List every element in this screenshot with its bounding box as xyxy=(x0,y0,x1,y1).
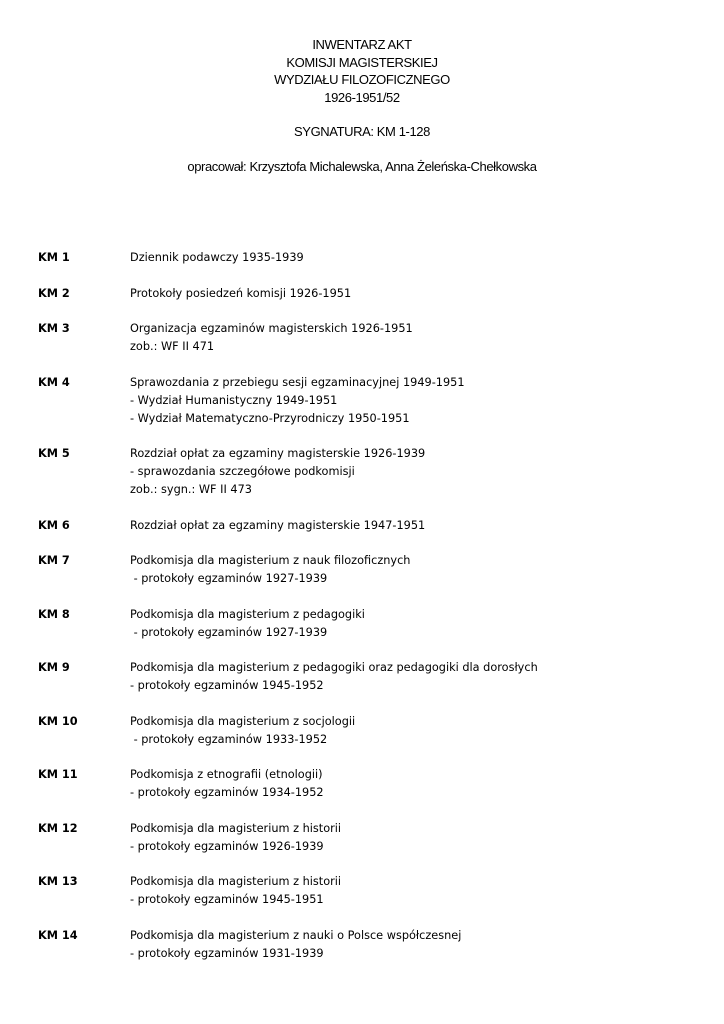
entry-description xyxy=(130,606,698,642)
entry-description-line: Podkomisja dla magisterium z pedagogiki xyxy=(130,607,365,621)
entry-description xyxy=(130,713,698,749)
entry-description-line: zob.: WF II 471 xyxy=(130,340,215,353)
entry-description-line: - protokoły egzaminów 1927-1939 xyxy=(130,625,328,639)
inventory-entry xyxy=(38,820,698,856)
inventory-entry xyxy=(38,713,698,749)
entry-description xyxy=(130,374,698,428)
entry-description xyxy=(130,445,698,499)
entry-signature: KM 8 xyxy=(38,607,70,621)
inventory-entry xyxy=(38,249,698,267)
entry-description-line: - sprawozdania szczegółowe podkomisji xyxy=(130,465,355,478)
inventory-entry xyxy=(38,320,698,356)
entry-description-line: - protokoły egzaminów 1931-1939 xyxy=(130,946,324,960)
entry-description-line: Protokoły posiedzeń komisji 1926-1951 xyxy=(130,286,352,300)
document-header xyxy=(0,36,724,175)
entry-description-line: - protokoły egzaminów 1927-1939 xyxy=(130,572,328,585)
entry-description xyxy=(130,552,698,588)
title-line: WYDZIAŁU FILOZOFICZNEGO xyxy=(274,72,450,87)
entry-signature: KM 1 xyxy=(38,251,70,264)
inventory-entry xyxy=(38,552,698,588)
inventory-list xyxy=(38,249,698,980)
title-line: 1926-1951/52 xyxy=(324,89,400,105)
entry-description xyxy=(130,820,698,856)
entry-description-line: Podkomisja dla magisterium z socjologii xyxy=(130,714,356,728)
entry-description-line: Dziennik podawczy 1935-1939 xyxy=(130,251,304,264)
entry-description-line: - protokoły egzaminów 1945-1952 xyxy=(130,679,324,692)
entry-signature: KM 5 xyxy=(38,447,70,460)
signature-range: SYGNATURA: KM 1-128 xyxy=(294,124,430,139)
title-line: KOMISJI MAGISTERSKIEJ xyxy=(286,54,438,70)
entry-signature: KM 6 xyxy=(38,518,70,532)
entry-description-line: zob.: sygn.: WF II 473 xyxy=(130,483,252,496)
entry-description-line: - protokoły egzaminów 1933-1952 xyxy=(130,732,328,746)
entry-description-line: Podkomisja dla magisterium z historii xyxy=(130,875,342,888)
entry-description-line: Podkomisja z etnografii (etnologii) xyxy=(130,768,323,781)
inventory-entry xyxy=(38,659,698,695)
entry-description-line: - protokoły egzaminów 1945-1951 xyxy=(130,893,324,906)
entry-description-line: Podkomisja dla magisterium z pedagogiki oraz pedagogiki dla dorosłych xyxy=(130,661,538,674)
entry-description-line: Sprawozdania z przebiegu sesji egzaminacyjnej 1949-1951 xyxy=(130,375,465,389)
entry-description xyxy=(130,517,698,535)
entry-description-line: - Wydział Humanistyczny 1949-1951 xyxy=(130,393,338,407)
entry-signature: KM 12 xyxy=(38,821,78,835)
entry-description xyxy=(130,659,698,695)
entry-signature: KM 13 xyxy=(38,875,78,888)
entry-signature: KM 14 xyxy=(38,928,78,942)
entry-description-line: Podkomisja dla magisterium z historii xyxy=(130,821,342,835)
title-line: INWENTARZ AKT xyxy=(312,37,412,52)
inventory-entry xyxy=(38,374,698,428)
entry-description xyxy=(130,766,698,802)
inventory-entry xyxy=(38,445,698,499)
entry-description-line: Podkomisja dla magisterium z nauk filozoficznych xyxy=(130,554,411,567)
inventory-entry xyxy=(38,517,698,535)
entry-description xyxy=(130,927,698,963)
inventory-entry xyxy=(38,873,698,909)
entry-description-line: - protokoły egzaminów 1926-1939 xyxy=(130,839,324,853)
entry-description xyxy=(130,873,698,909)
entry-description xyxy=(130,285,698,303)
entry-signature: KM 11 xyxy=(38,768,78,781)
entry-description xyxy=(130,320,698,356)
entry-description-line: Rozdział opłat za egzaminy magisterskie 1947-1951 xyxy=(130,518,426,532)
inventory-entry xyxy=(38,606,698,642)
entry-signature: KM 10 xyxy=(38,714,78,728)
author-credit: opracował: Krzysztofa Michalewska, Anna Żeleńska-Chełkowska xyxy=(187,158,537,174)
entry-description-line: Podkomisja dla magisterium z nauki o Polsce współczesnej xyxy=(130,928,462,942)
entry-description-line: - Wydział Matematyczno-Przyrodniczy 1950-1951 xyxy=(130,411,410,425)
inventory-entry xyxy=(38,927,698,963)
entry-signature: KM 3 xyxy=(38,322,70,335)
entry-signature: KM 2 xyxy=(38,286,70,300)
entry-signature: KM 4 xyxy=(38,375,70,389)
inventory-entry xyxy=(38,766,698,802)
entry-signature: KM 9 xyxy=(38,661,70,674)
entry-description xyxy=(130,249,698,267)
entry-description-line: Rozdział opłat za egzaminy magisterskie 1926-1939 xyxy=(130,447,426,460)
entry-description-line: - protokoły egzaminów 1934-1952 xyxy=(130,786,324,799)
entry-signature: KM 7 xyxy=(38,554,70,567)
entry-description-line: Organizacja egzaminów magisterskich 1926-1951 xyxy=(130,322,413,335)
inventory-entry xyxy=(38,285,698,303)
